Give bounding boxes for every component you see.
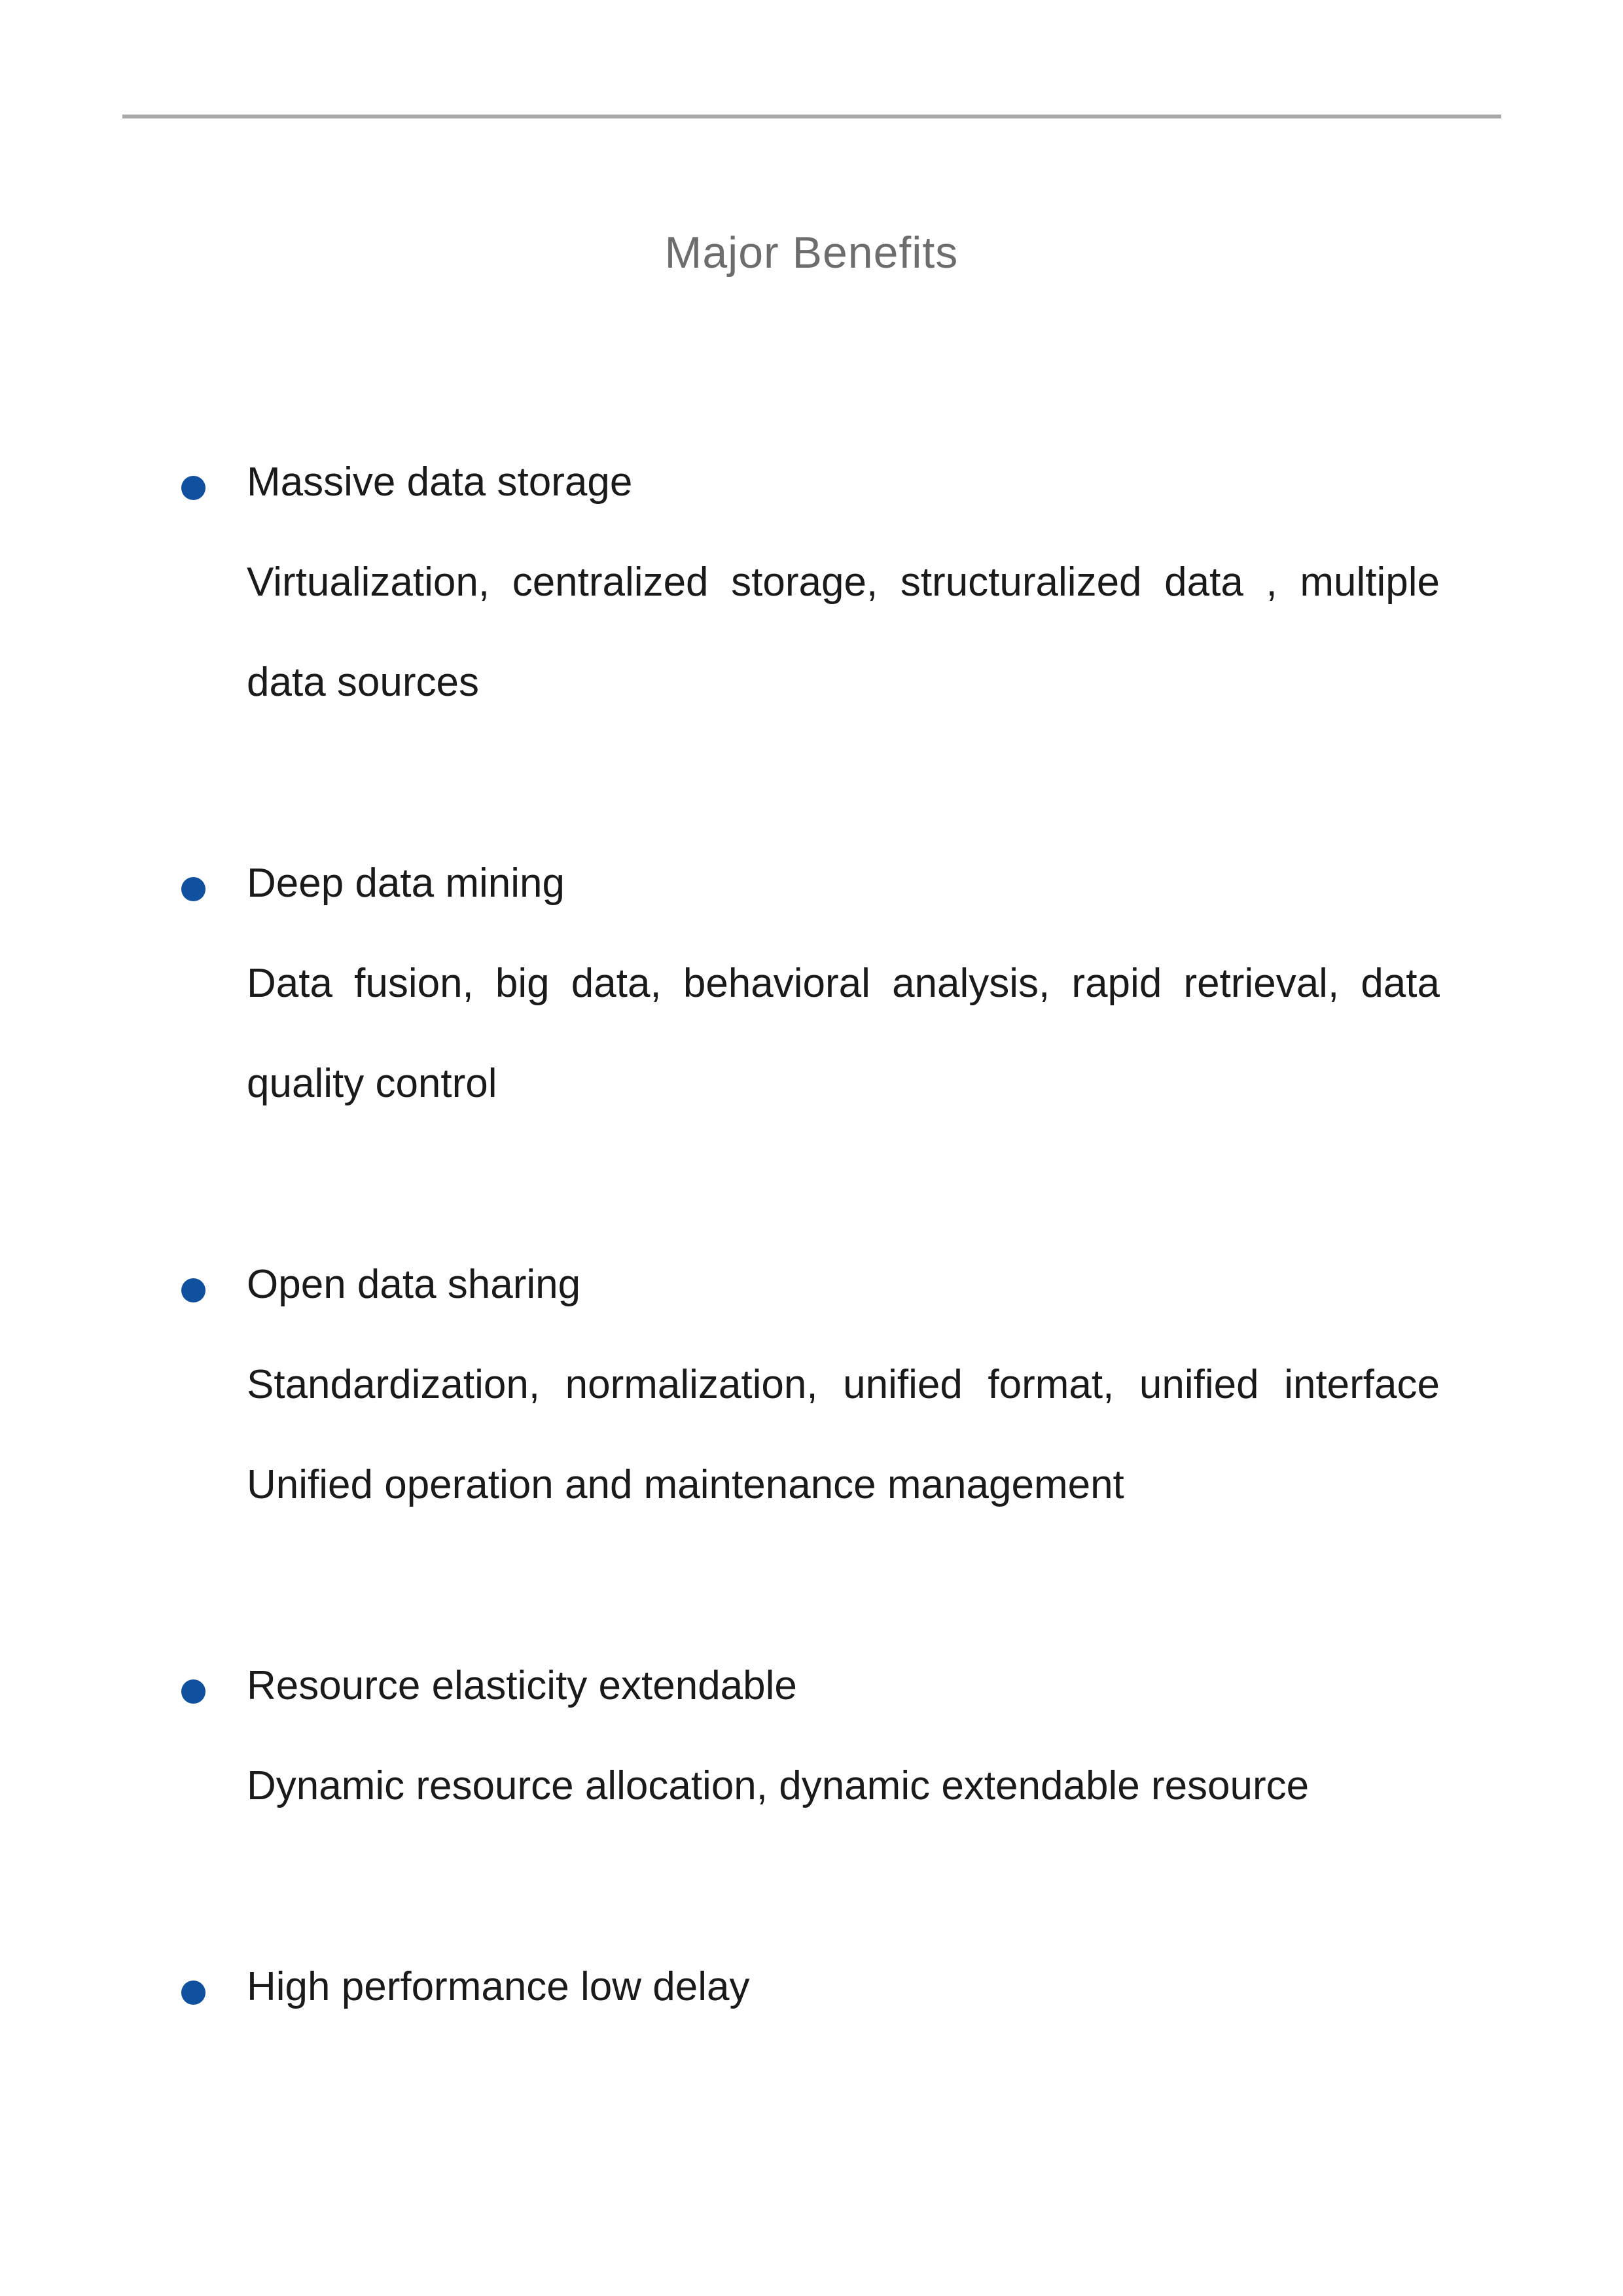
section-heading-row (181, 1636, 1440, 1736)
section-heading: Deep data mining (247, 861, 565, 906)
body-line: data sources (247, 660, 479, 705)
bullet-icon (181, 877, 205, 901)
bullet-icon (181, 1679, 205, 1704)
body-line: Virtualization, centralized storage, structuralized data , multiple (247, 560, 1440, 605)
bullet-icon (181, 1981, 205, 2005)
section-heading-row (181, 432, 1440, 532)
benefit-section-open-data-sharing (181, 1234, 1440, 1535)
benefit-section-deep-data-mining (181, 833, 1440, 1134)
body-line: Standardization, normalization, unified format, unified interface (247, 1362, 1440, 1407)
section-heading-row (181, 833, 1440, 933)
section-heading-row (181, 1937, 1440, 2037)
body-line: Dynamic resource allocation, dynamic extendable resource (247, 1763, 1310, 1808)
benefits-list (181, 432, 1440, 2138)
section-heading-row (181, 1234, 1440, 1335)
body-line: quality control (247, 1061, 497, 1106)
bullet-icon (181, 1278, 205, 1302)
top-divider-rule (122, 115, 1501, 118)
benefit-section-high-performance (181, 1937, 1440, 2037)
section-heading: Open data sharing (247, 1262, 581, 1307)
section-heading: Resource elasticity extendable (247, 1663, 797, 1708)
bullet-icon (181, 476, 205, 500)
benefit-section-resource-elasticity (181, 1636, 1440, 1836)
benefit-section-massive-data-storage (181, 432, 1440, 732)
section-heading: High performance low delay (247, 1964, 750, 2009)
section-heading: Massive data storage (247, 459, 633, 505)
body-line: Data fusion, big data, behavioral analysis, rapid retrieval, data (247, 961, 1440, 1006)
body-line: Unified operation and maintenance management (247, 1462, 1124, 1507)
page-title: Major Benefits (664, 228, 959, 278)
